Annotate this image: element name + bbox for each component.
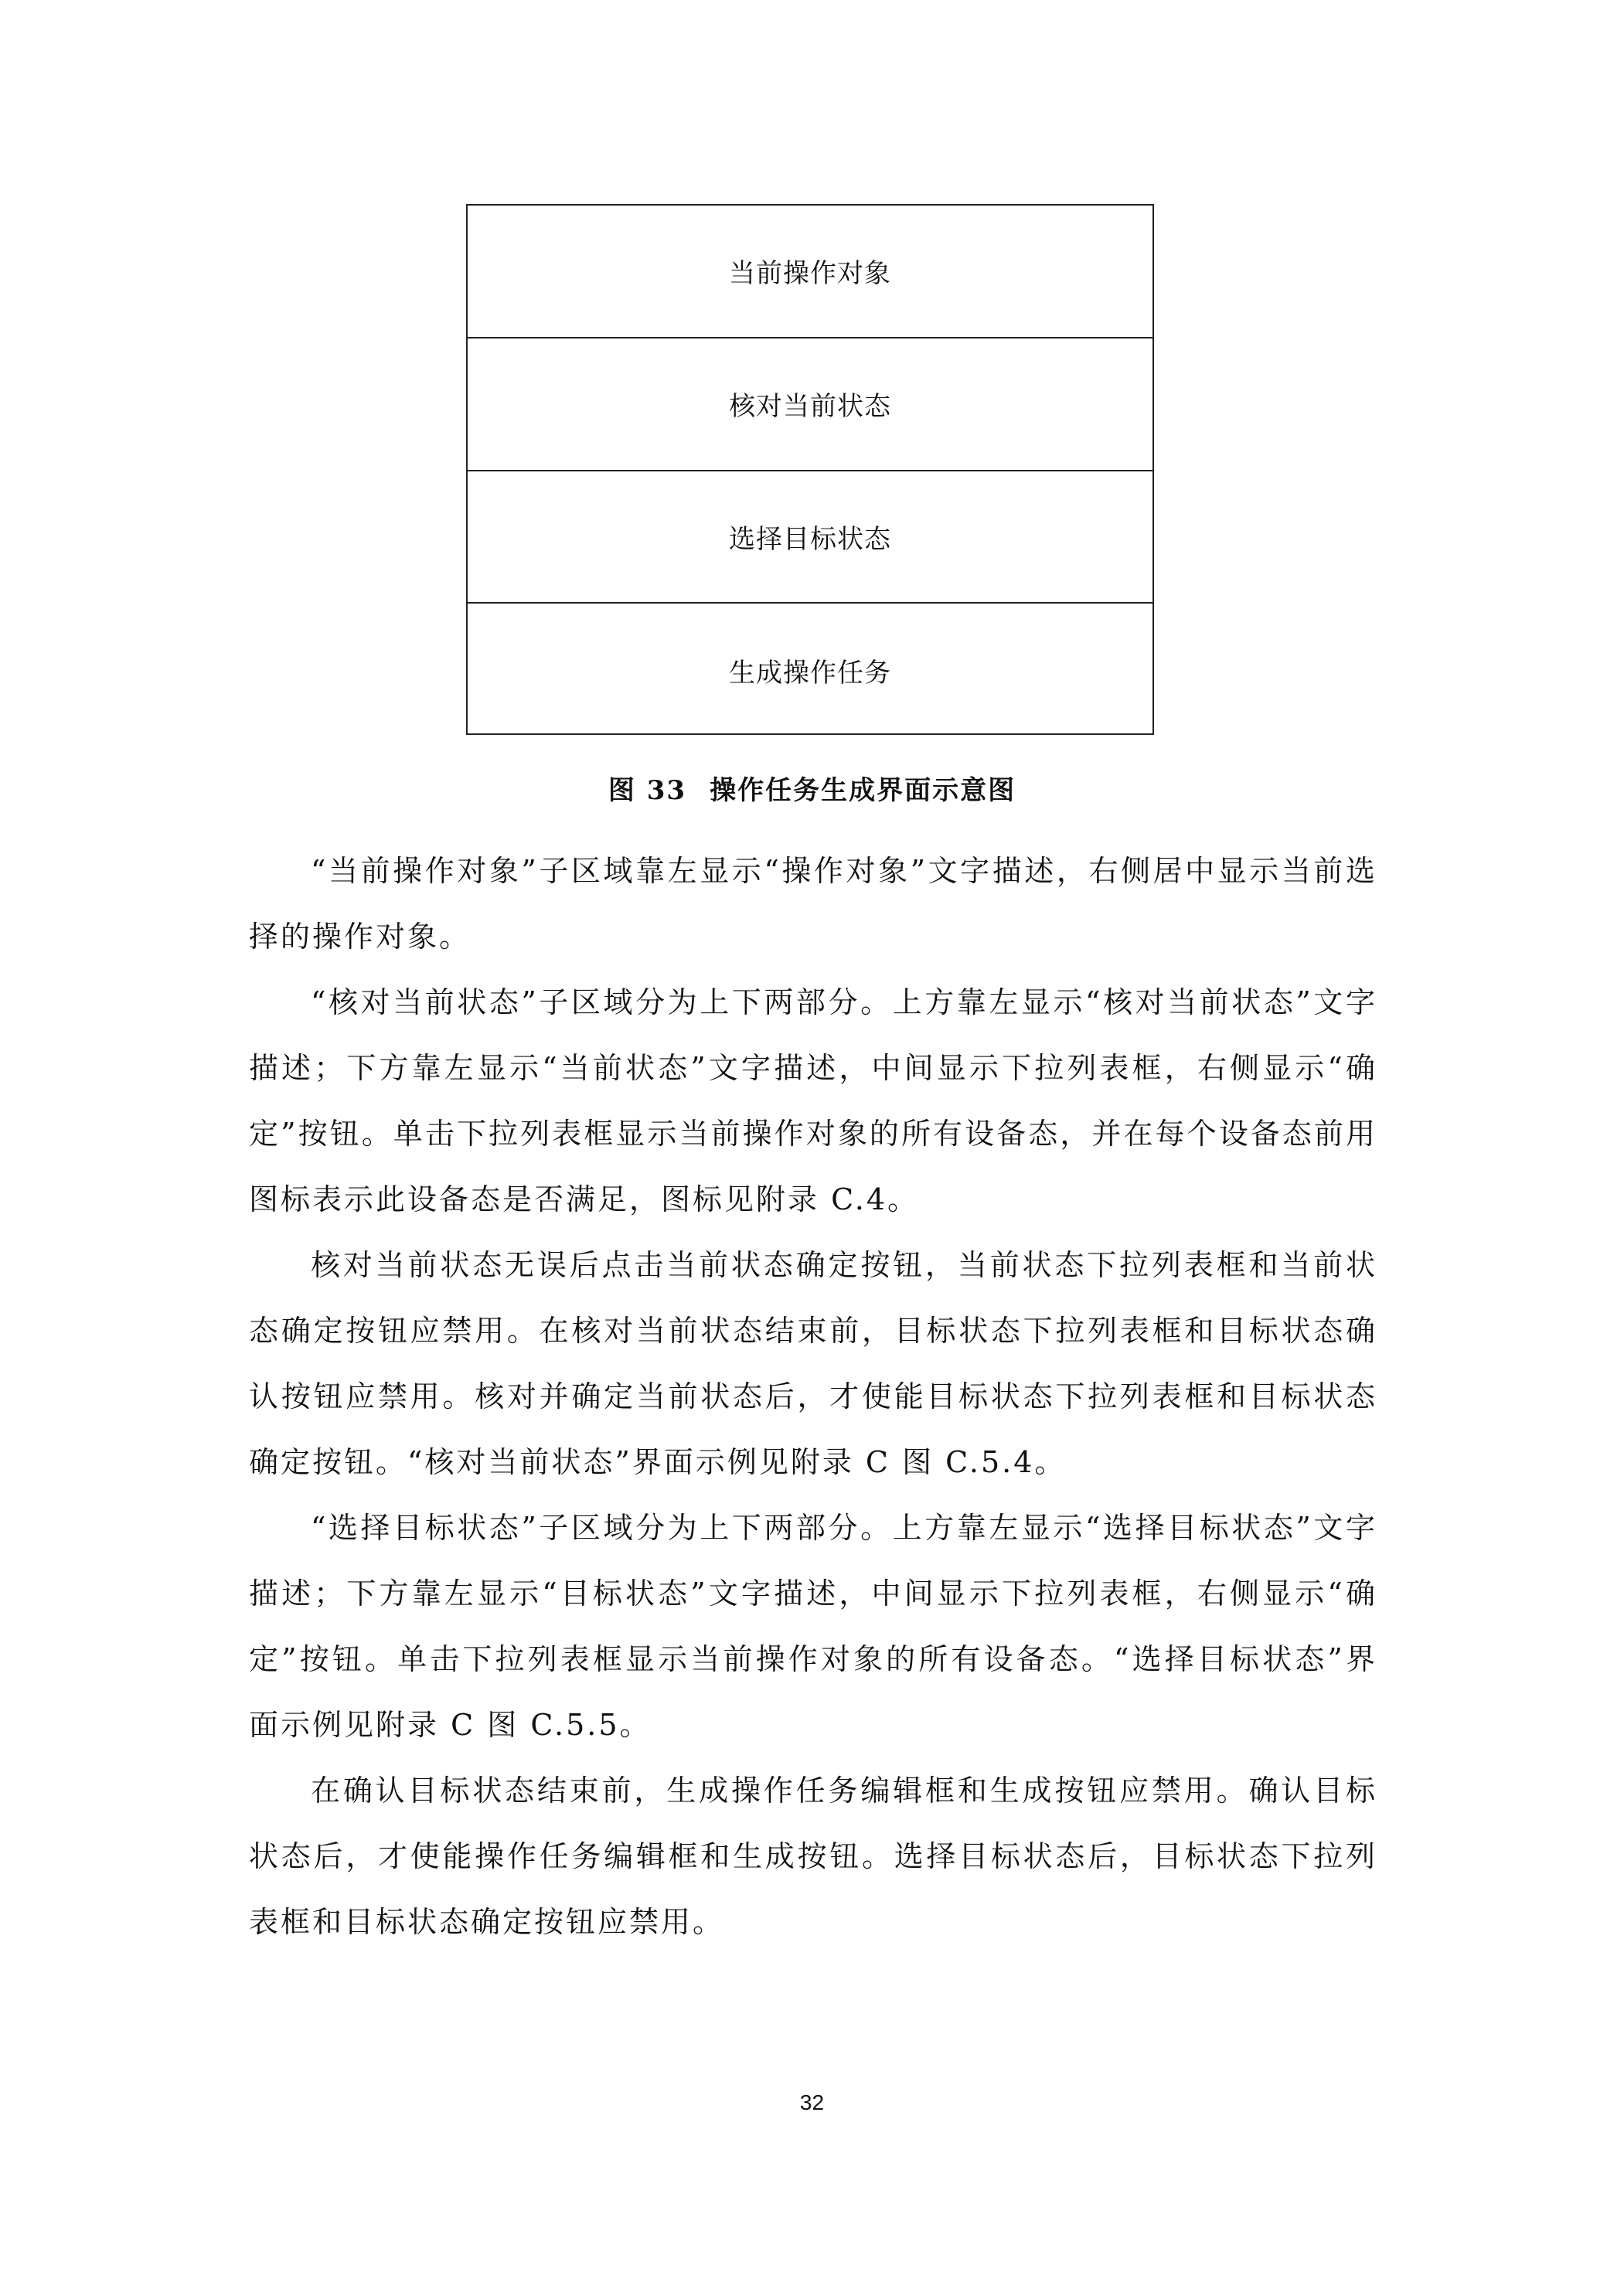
figure-diagram bbox=[466, 204, 1154, 735]
figure-caption bbox=[0, 769, 1624, 807]
paragraph: 核对当前状态无误后点击当前状态确定按钮，当前状态下拉列表框和当前状态确定按钮应禁用。在核对当前状态结束前，目标状态下拉列表框和目标状态确认按钮应禁用。核对并确定当前状态后，才使能目标状态下拉列表框和目标状态确定按钮。“核对当前状态”界面示例见附录 C 图 C.5.4。 bbox=[249, 1248, 1377, 1479]
figure-caption-number: 图 33 bbox=[608, 775, 687, 806]
diagram-row-current-object: 当前操作对象 bbox=[468, 206, 1152, 338]
page-number: 32 bbox=[799, 2090, 825, 2114]
paragraph: “核对当前状态”子区域分为上下两部分。上方靠左显示“核对当前状态”文字描述；下方靠左显示“当前状态”文字描述，中间显示下拉列表框，右侧显示“确定”按钮。单击下拉列表框显示当前操作对象的所有设备态，并在每个设备态前用图标表示此设备态是否满足，图标见附录 C.4。 bbox=[249, 985, 1377, 1216]
figure-caption-title: 操作任务生成界面示意图 bbox=[710, 775, 1016, 806]
paragraph: “当前操作对象”子区域靠左显示“操作对象”文字描述，右侧居中显示当前选择的操作对象。 bbox=[249, 854, 1377, 954]
paragraph: 在确认目标状态结束前，生成操作任务编辑框和生成按钮应禁用。确认目标状态后，才使能操作任务编辑框和生成按钮。选择目标状态后，目标状态下拉列表框和目标状态确定按钮应禁用。 bbox=[249, 1774, 1377, 1939]
paragraph: “选择目标状态”子区域分为上下两部分。上方靠左显示“选择目标状态”文字描述；下方靠左显示“目标状态”文字描述，中间显示下拉列表框，右侧显示“确定”按钮。单击下拉列表框显示当前操作对象的所有设备态。“选择目标状态”界面示例见附录 C 图 C.5.5。 bbox=[249, 1511, 1377, 1742]
body-text bbox=[249, 838, 1377, 1955]
diagram-row-generate-task: 生成操作任务 bbox=[729, 657, 891, 689]
diagram-row-select-target-state: 选择目标状态 bbox=[468, 471, 1152, 604]
diagram-row-check-current-state: 核对当前状态 bbox=[468, 338, 1152, 471]
